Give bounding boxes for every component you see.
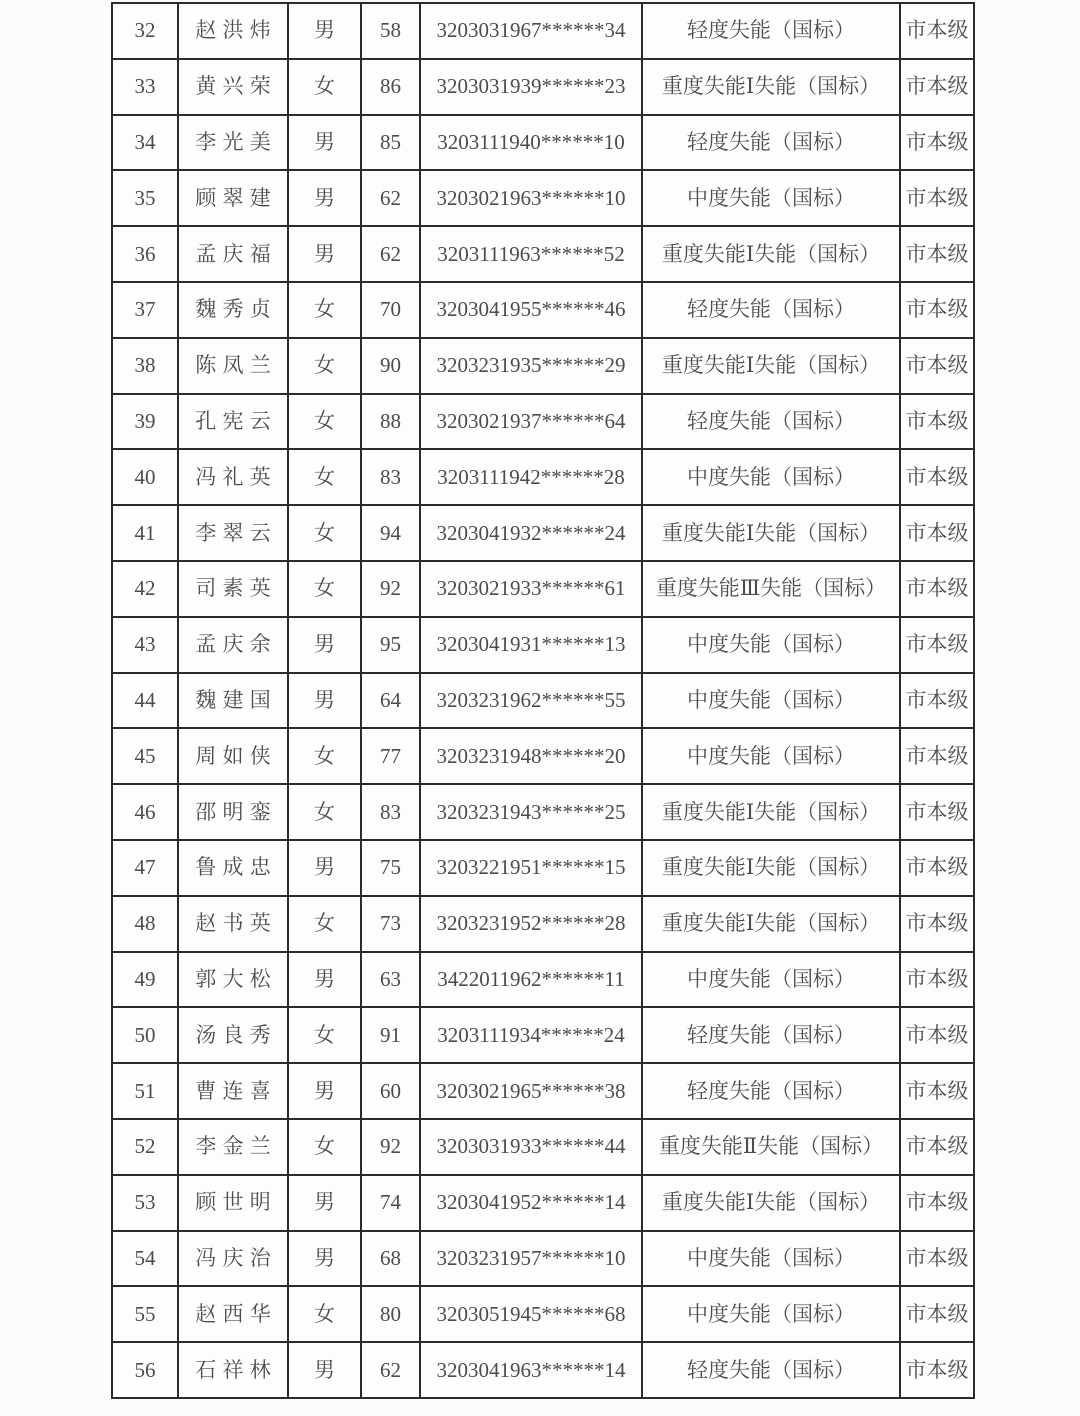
cell-gender: 男 (288, 170, 361, 226)
cell-row-number: 52 (112, 1119, 178, 1175)
cell-id-number: 3203221951******15 (420, 840, 642, 896)
cell-row-number: 36 (112, 226, 178, 282)
cell-age: 60 (361, 1063, 420, 1119)
cell-name: 顾世明 (178, 1175, 288, 1231)
cell-region: 市本级 (900, 59, 974, 115)
cell-name: 孟庆福 (178, 226, 288, 282)
cell-name: 邵明銮 (178, 784, 288, 840)
cell-disability-level: 重度失能Ⅱ失能（国标） (642, 1119, 900, 1175)
cell-id-number: 3203231948******20 (420, 728, 642, 784)
cell-name: 孔宪云 (178, 394, 288, 450)
cell-disability-level: 轻度失能（国标） (642, 3, 900, 59)
cell-row-number: 54 (112, 1231, 178, 1287)
cell-gender: 男 (288, 617, 361, 673)
cell-region: 市本级 (900, 338, 974, 394)
cell-name: 鲁成忠 (178, 840, 288, 896)
cell-row-number: 37 (112, 282, 178, 338)
cell-region: 市本级 (900, 728, 974, 784)
cell-row-number: 46 (112, 784, 178, 840)
cell-region: 市本级 (900, 561, 974, 617)
roster-body (112, 3, 974, 1398)
cell-gender: 男 (288, 952, 361, 1008)
cell-age: 92 (361, 1119, 420, 1175)
cell-id-number: 3203031939******23 (420, 59, 642, 115)
cell-name: 赵西华 (178, 1286, 288, 1342)
cell-gender: 女 (288, 1007, 361, 1063)
cell-id-number: 3203031933******44 (420, 1119, 642, 1175)
cell-disability-level: 重度失能Ⅰ失能（国标） (642, 784, 900, 840)
cell-age: 83 (361, 449, 420, 505)
cell-age: 68 (361, 1231, 420, 1287)
table-row (112, 1063, 974, 1119)
cell-gender: 女 (288, 784, 361, 840)
cell-gender: 女 (288, 561, 361, 617)
cell-name: 冯礼英 (178, 449, 288, 505)
cell-region: 市本级 (900, 3, 974, 59)
cell-age: 83 (361, 784, 420, 840)
cell-id-number: 3203231935******29 (420, 338, 642, 394)
cell-gender: 女 (288, 282, 361, 338)
cell-id-number: 3203051945******68 (420, 1286, 642, 1342)
cell-region: 市本级 (900, 1119, 974, 1175)
cell-age: 62 (361, 170, 420, 226)
cell-row-number: 44 (112, 673, 178, 729)
cell-gender: 男 (288, 840, 361, 896)
cell-name: 汤良秀 (178, 1007, 288, 1063)
cell-age: 86 (361, 59, 420, 115)
cell-age: 95 (361, 617, 420, 673)
cell-gender: 男 (288, 3, 361, 59)
cell-gender: 女 (288, 728, 361, 784)
cell-name: 陈凤兰 (178, 338, 288, 394)
cell-gender: 女 (288, 1119, 361, 1175)
cell-region: 市本级 (900, 449, 974, 505)
cell-id-number: 3203041932******24 (420, 505, 642, 561)
cell-disability-level: 中度失能（国标） (642, 673, 900, 729)
cell-row-number: 32 (112, 3, 178, 59)
cell-name: 孟庆余 (178, 617, 288, 673)
cell-id-number: 3203111963******52 (420, 226, 642, 282)
table-row (112, 338, 974, 394)
cell-age: 94 (361, 505, 420, 561)
cell-gender: 女 (288, 449, 361, 505)
cell-name: 司素英 (178, 561, 288, 617)
cell-name: 黄兴荣 (178, 59, 288, 115)
table-row (112, 784, 974, 840)
cell-row-number: 42 (112, 561, 178, 617)
cell-region: 市本级 (900, 1175, 974, 1231)
table-row (112, 561, 974, 617)
cell-gender: 女 (288, 896, 361, 952)
cell-id-number: 3422011962******11 (420, 952, 642, 1008)
cell-name: 魏秀贞 (178, 282, 288, 338)
cell-row-number: 34 (112, 115, 178, 171)
cell-id-number: 3203041931******13 (420, 617, 642, 673)
cell-row-number: 45 (112, 728, 178, 784)
cell-region: 市本级 (900, 226, 974, 282)
cell-gender: 男 (288, 115, 361, 171)
cell-id-number: 3203231952******28 (420, 896, 642, 952)
cell-row-number: 51 (112, 1063, 178, 1119)
cell-row-number: 47 (112, 840, 178, 896)
table-row (112, 952, 974, 1008)
cell-id-number: 3203021963******10 (420, 170, 642, 226)
table-row (112, 226, 974, 282)
cell-age: 62 (361, 1342, 420, 1398)
cell-name: 冯庆治 (178, 1231, 288, 1287)
cell-row-number: 33 (112, 59, 178, 115)
cell-disability-level: 中度失能（国标） (642, 449, 900, 505)
cell-age: 90 (361, 338, 420, 394)
cell-id-number: 3203021933******61 (420, 561, 642, 617)
cell-id-number: 3203041963******14 (420, 1342, 642, 1398)
cell-disability-level: 重度失能Ⅰ失能（国标） (642, 338, 900, 394)
table-row (112, 282, 974, 338)
cell-gender: 男 (288, 1342, 361, 1398)
cell-age: 88 (361, 394, 420, 450)
cell-age: 91 (361, 1007, 420, 1063)
cell-name: 周如侠 (178, 728, 288, 784)
table-row (112, 505, 974, 561)
cell-name: 郭大松 (178, 952, 288, 1008)
cell-age: 64 (361, 673, 420, 729)
cell-name: 李光美 (178, 115, 288, 171)
cell-row-number: 35 (112, 170, 178, 226)
cell-gender: 男 (288, 1231, 361, 1287)
table-row (112, 1119, 974, 1175)
cell-id-number: 3203231957******10 (420, 1231, 642, 1287)
cell-region: 市本级 (900, 394, 974, 450)
cell-disability-level: 轻度失能（国标） (642, 282, 900, 338)
cell-name: 赵洪炜 (178, 3, 288, 59)
table-row (112, 728, 974, 784)
cell-region: 市本级 (900, 673, 974, 729)
cell-name: 顾翠建 (178, 170, 288, 226)
cell-region: 市本级 (900, 896, 974, 952)
cell-age: 80 (361, 1286, 420, 1342)
cell-row-number: 48 (112, 896, 178, 952)
cell-disability-level: 轻度失能（国标） (642, 115, 900, 171)
cell-disability-level: 重度失能Ⅰ失能（国标） (642, 226, 900, 282)
cell-row-number: 39 (112, 394, 178, 450)
table-row (112, 1231, 974, 1287)
cell-disability-level: 轻度失能（国标） (642, 1007, 900, 1063)
cell-age: 73 (361, 896, 420, 952)
cell-id-number: 3203231962******55 (420, 673, 642, 729)
cell-age: 75 (361, 840, 420, 896)
cell-disability-level: 中度失能（国标） (642, 728, 900, 784)
cell-age: 63 (361, 952, 420, 1008)
cell-gender: 男 (288, 1063, 361, 1119)
disability-roster-table (111, 2, 975, 1399)
table-row (112, 115, 974, 171)
cell-disability-level: 中度失能（国标） (642, 617, 900, 673)
cell-region: 市本级 (900, 1286, 974, 1342)
table-row (112, 170, 974, 226)
table-row (112, 1175, 974, 1231)
table-row (112, 617, 974, 673)
cell-disability-level: 轻度失能（国标） (642, 1342, 900, 1398)
cell-age: 92 (361, 561, 420, 617)
cell-gender: 女 (288, 338, 361, 394)
cell-row-number: 43 (112, 617, 178, 673)
cell-disability-level: 重度失能Ⅲ失能（国标） (642, 561, 900, 617)
cell-row-number: 56 (112, 1342, 178, 1398)
cell-gender: 女 (288, 505, 361, 561)
cell-id-number: 3203041955******46 (420, 282, 642, 338)
cell-region: 市本级 (900, 784, 974, 840)
cell-age: 85 (361, 115, 420, 171)
cell-id-number: 3203041952******14 (420, 1175, 642, 1231)
cell-region: 市本级 (900, 282, 974, 338)
cell-gender: 女 (288, 394, 361, 450)
cell-disability-level: 中度失能（国标） (642, 1286, 900, 1342)
cell-name: 魏建国 (178, 673, 288, 729)
cell-region: 市本级 (900, 170, 974, 226)
cell-row-number: 55 (112, 1286, 178, 1342)
cell-region: 市本级 (900, 1342, 974, 1398)
cell-id-number: 3203021965******38 (420, 1063, 642, 1119)
cell-gender: 女 (288, 59, 361, 115)
cell-disability-level: 轻度失能（国标） (642, 394, 900, 450)
cell-name: 石祥林 (178, 1342, 288, 1398)
cell-age: 77 (361, 728, 420, 784)
cell-age: 74 (361, 1175, 420, 1231)
table-row (112, 449, 974, 505)
cell-disability-level: 重度失能Ⅰ失能（国标） (642, 59, 900, 115)
cell-region: 市本级 (900, 617, 974, 673)
cell-gender: 男 (288, 673, 361, 729)
cell-disability-level: 中度失能（国标） (642, 170, 900, 226)
cell-disability-level: 重度失能Ⅰ失能（国标） (642, 505, 900, 561)
cell-name: 赵书英 (178, 896, 288, 952)
cell-disability-level: 轻度失能（国标） (642, 1063, 900, 1119)
table-row (112, 394, 974, 450)
cell-row-number: 49 (112, 952, 178, 1008)
table-row (112, 896, 974, 952)
table-row (112, 1342, 974, 1398)
cell-region: 市本级 (900, 1063, 974, 1119)
table-row (112, 673, 974, 729)
cell-region: 市本级 (900, 952, 974, 1008)
cell-id-number: 3203021937******64 (420, 394, 642, 450)
cell-id-number: 3203111942******28 (420, 449, 642, 505)
cell-age: 70 (361, 282, 420, 338)
cell-row-number: 50 (112, 1007, 178, 1063)
cell-name: 曹连喜 (178, 1063, 288, 1119)
cell-region: 市本级 (900, 1007, 974, 1063)
cell-id-number: 3203031967******34 (420, 3, 642, 59)
cell-age: 62 (361, 226, 420, 282)
cell-disability-level: 重度失能Ⅰ失能（国标） (642, 1175, 900, 1231)
cell-gender: 男 (288, 226, 361, 282)
cell-disability-level: 中度失能（国标） (642, 952, 900, 1008)
cell-gender: 男 (288, 1175, 361, 1231)
table-row (112, 3, 974, 59)
table-row (112, 1286, 974, 1342)
cell-gender: 女 (288, 1286, 361, 1342)
cell-id-number: 3203111940******10 (420, 115, 642, 171)
cell-region: 市本级 (900, 505, 974, 561)
table-row (112, 1007, 974, 1063)
table-row (112, 59, 974, 115)
cell-name: 李翠云 (178, 505, 288, 561)
cell-region: 市本级 (900, 115, 974, 171)
cell-id-number: 3203111934******24 (420, 1007, 642, 1063)
cell-disability-level: 中度失能（国标） (642, 1231, 900, 1287)
cell-id-number: 3203231943******25 (420, 784, 642, 840)
cell-name: 李金兰 (178, 1119, 288, 1175)
cell-region: 市本级 (900, 1231, 974, 1287)
cell-row-number: 41 (112, 505, 178, 561)
cell-row-number: 38 (112, 338, 178, 394)
cell-region: 市本级 (900, 840, 974, 896)
cell-age: 58 (361, 3, 420, 59)
cell-row-number: 40 (112, 449, 178, 505)
cell-disability-level: 重度失能Ⅰ失能（国标） (642, 840, 900, 896)
cell-disability-level: 重度失能Ⅰ失能（国标） (642, 896, 900, 952)
table-row (112, 840, 974, 896)
cell-row-number: 53 (112, 1175, 178, 1231)
